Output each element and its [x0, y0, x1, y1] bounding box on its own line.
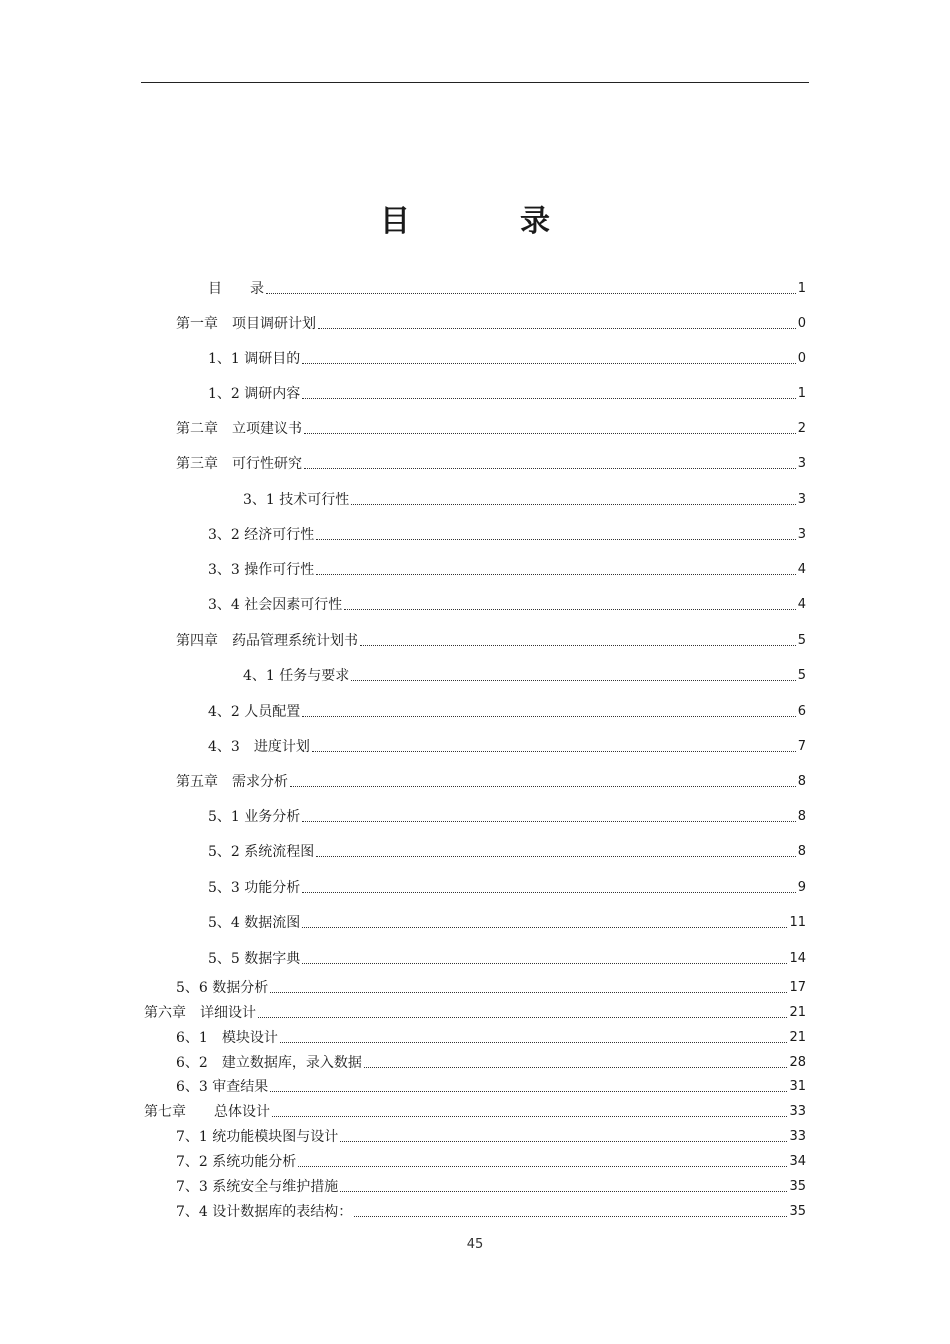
toc-leader: [290, 786, 796, 787]
toc-entry[interactable]: [176, 1199, 806, 1221]
toc-entry-page: 8: [797, 844, 806, 859]
toc-entry-label: 第四章 药品管理系统计划书: [176, 633, 358, 649]
toc-entry[interactable]: [176, 1025, 806, 1047]
toc-entry-page: 1: [797, 386, 806, 401]
toc-leader: [316, 856, 795, 857]
toc-entry[interactable]: [208, 557, 806, 579]
toc-leader: [354, 1216, 787, 1217]
toc-entry-page: 21: [789, 1005, 806, 1020]
toc-entry-page: 0: [797, 316, 806, 331]
toc-entry-page: 4: [797, 562, 806, 577]
page-title: 目 录: [380, 204, 590, 239]
toc-entry-page: 2: [797, 421, 806, 436]
toc-entry-label: 第五章 需求分析: [176, 774, 288, 790]
toc-entry[interactable]: [208, 381, 806, 403]
toc-entry-page: 34: [789, 1154, 806, 1169]
toc-entry-page: 28: [789, 1055, 806, 1070]
toc-leader: [364, 1067, 788, 1068]
toc-entry[interactable]: [243, 663, 806, 685]
toc-entry-label: 5、4 数据流图: [208, 915, 301, 931]
toc-entry-label: 5、3 功能分析: [208, 880, 301, 896]
toc-entry[interactable]: [176, 311, 806, 333]
toc-leader: [302, 363, 795, 364]
toc-leader: [302, 892, 795, 893]
toc-entry[interactable]: [208, 946, 806, 968]
toc-entry-label: 5、5 数据字典: [208, 951, 301, 967]
toc-entry[interactable]: [144, 1099, 806, 1121]
toc-leader: [298, 1166, 787, 1167]
toc-leader: [312, 751, 796, 752]
toc-leader: [316, 539, 795, 540]
toc-entry[interactable]: [176, 1174, 806, 1196]
toc-leader: [266, 293, 796, 294]
header-rule: [141, 82, 809, 83]
toc-entry[interactable]: [176, 1124, 806, 1146]
toc-leader: [316, 574, 795, 575]
toc-leader: [302, 927, 787, 928]
toc-entry-label: 第二章 立项建议书: [176, 421, 302, 437]
toc-entry[interactable]: [208, 804, 806, 826]
toc-entry[interactable]: [208, 910, 806, 932]
toc-entry-label: 7、4 设计数据库的表结构：: [176, 1204, 353, 1220]
toc-entry[interactable]: [208, 346, 806, 368]
toc-entry[interactable]: [176, 1074, 806, 1096]
toc-leader: [280, 1042, 788, 1043]
toc-entry-page: 17: [789, 980, 806, 995]
toc-entry-page: 8: [797, 809, 806, 824]
toc-entry[interactable]: [144, 1000, 806, 1022]
toc-entry-label: 5、6 数据分析: [176, 980, 269, 996]
toc-entry[interactable]: [208, 699, 806, 721]
toc-entry-label: 1、2 调研内容: [208, 386, 301, 402]
toc-leader: [302, 821, 795, 822]
toc-leader: [340, 1191, 787, 1192]
page-number: 45: [466, 1237, 484, 1252]
toc-entry-page: 5: [797, 633, 806, 648]
toc-entry-label: 6、1 模块设计: [176, 1030, 278, 1046]
toc-leader: [344, 609, 795, 610]
toc-leader: [304, 433, 796, 434]
toc-leader: [302, 716, 795, 717]
toc-entry-page: 35: [789, 1179, 806, 1194]
toc-entry-page: 3: [797, 527, 806, 542]
toc-entry[interactable]: [176, 975, 806, 997]
toc-entry-label: 7、3 系统安全与维护措施: [176, 1179, 339, 1195]
toc-entry-label: 目 录: [208, 281, 264, 297]
toc-entry[interactable]: [176, 1050, 806, 1072]
toc-entry-page: 11: [789, 915, 806, 930]
toc-entry-page: 21: [789, 1030, 806, 1045]
toc-entry-label: 1、1 调研目的: [208, 351, 301, 367]
toc-leader: [270, 992, 787, 993]
toc-entry-page: 1: [797, 281, 806, 296]
toc-entry-label: 5、1 业务分析: [208, 809, 301, 825]
toc-entry-label: 3、4 社会因素可行性: [208, 597, 343, 613]
toc-entry-page: 33: [789, 1129, 806, 1144]
toc-entry[interactable]: [176, 416, 806, 438]
toc-entry-label: 6、3 审查结果: [176, 1079, 269, 1095]
toc-entry[interactable]: [176, 769, 806, 791]
toc-leader: [360, 645, 796, 646]
toc-entry-page: 5: [797, 668, 806, 683]
toc-leader: [258, 1017, 787, 1018]
toc-entry[interactable]: [208, 592, 806, 614]
toc-entry[interactable]: [208, 839, 806, 861]
toc-entry-label: 3、3 操作可行性: [208, 562, 315, 578]
toc-entry-page: 9: [797, 880, 806, 895]
toc-entry[interactable]: [176, 451, 806, 473]
toc-entry-label: 7、1 统功能模块图与设计: [176, 1129, 339, 1145]
toc-entry-label: 7、2 系统功能分析: [176, 1154, 297, 1170]
toc-leader: [351, 504, 795, 505]
toc-entry-page: 6: [797, 704, 806, 719]
toc-entry-page: 14: [789, 951, 806, 966]
toc-leader: [304, 468, 796, 469]
toc-leader: [302, 398, 795, 399]
toc-entry[interactable]: [208, 522, 806, 544]
toc-leader: [270, 1091, 787, 1092]
toc-leader: [272, 1116, 787, 1117]
toc-entry-label: 第三章 可行性研究: [176, 456, 302, 472]
toc-entry-page: 35: [789, 1204, 806, 1219]
toc-entry-label: 4、1 任务与要求: [243, 668, 350, 684]
toc-leader: [340, 1141, 787, 1142]
toc-entry-page: 8: [797, 774, 806, 789]
toc-entry-label: 4、2 人员配置: [208, 704, 301, 720]
toc-entry[interactable]: [176, 1149, 806, 1171]
toc-entry-label: 第六章 详细设计: [144, 1005, 256, 1021]
toc-entry-label: 6、2 建立数据库，录入数据: [176, 1055, 362, 1071]
toc-entry-label: 第七章 总体设计: [144, 1104, 270, 1120]
toc-entry-page: 0: [797, 351, 806, 366]
toc-leader: [318, 328, 796, 329]
toc-entry[interactable]: [176, 628, 806, 650]
toc-entry-page: 3: [797, 492, 806, 507]
toc-entry-page: 33: [789, 1104, 806, 1119]
toc-entry-page: 7: [797, 739, 806, 754]
toc-entry[interactable]: [208, 875, 806, 897]
toc-entry-label: 第一章 项目调研计划: [176, 316, 316, 332]
toc-entry[interactable]: [208, 734, 806, 756]
toc-entry-label: 3、2 经济可行性: [208, 527, 315, 543]
toc-entry-page: 31: [789, 1079, 806, 1094]
toc-entry[interactable]: [208, 276, 806, 298]
toc-entry-page: 4: [797, 597, 806, 612]
toc-entry-label: 5、2 系统流程图: [208, 844, 315, 860]
toc-entry-label: 3、1 技术可行性: [243, 492, 350, 508]
toc-leader: [302, 963, 787, 964]
toc-entry-page: 3: [797, 456, 806, 471]
toc-entry[interactable]: [243, 487, 806, 509]
toc-entry-label: 4、3 进度计划: [208, 739, 310, 755]
toc-leader: [351, 680, 795, 681]
